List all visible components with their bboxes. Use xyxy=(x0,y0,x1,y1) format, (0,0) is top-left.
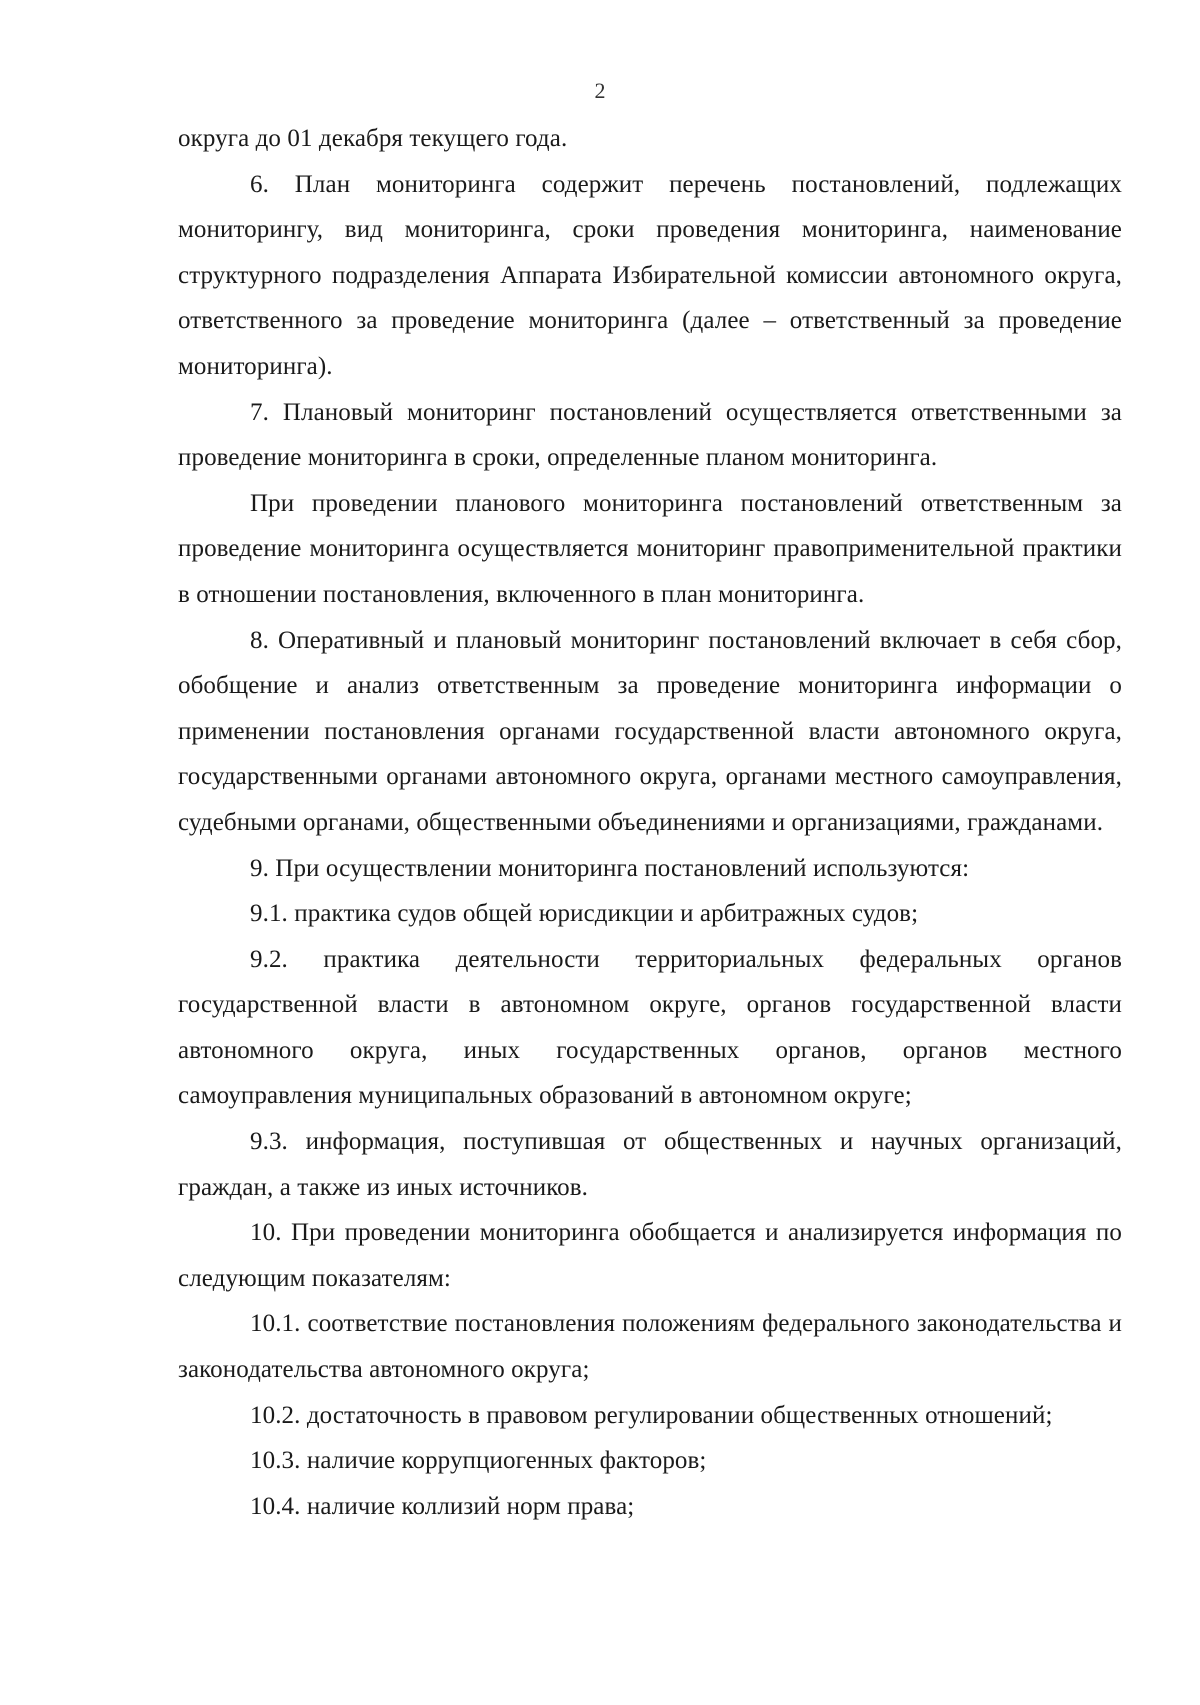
paragraph-10: 10. При проведении мониторинга обобщается и анализируется информация по следующим показателям: xyxy=(178,1219,1122,1292)
paragraph-6: 6. План мониторинга содержит перечень постановлений, подлежащих мониторингу, вид мониторинга, сроки проведения мониторинга, наименование структурного подразделения Аппарата Избирательной комиссии автономного округа, ответственного за проведение мониторинга (далее – ответственный за проведение мониторинга). xyxy=(178,170,1122,380)
paragraph-9: 9. При осуществлении мониторинга постановлений используются: xyxy=(250,854,970,882)
paragraph-10-2: 10.2. достаточность в правовом регулировании общественных отношений; xyxy=(250,1401,1053,1429)
paragraph-7: 7. Плановый мониторинг постановлений осуществляется ответственными за проведение мониторинга в сроки, определенные планом мониторинга. xyxy=(178,398,1122,472)
paragraph-continuation: округа до 01 декабря текущего года. xyxy=(178,125,568,152)
paragraph-7-detail: При проведении планового мониторинга постановлений ответственным за проведение мониторинга осуществляется мониторинг правоприменительной практики в отношении постановления, включенного в план мониторинга. xyxy=(178,489,1122,608)
paragraph-9-2: 9.2. практика деятельности территориальных федеральных органов государственной власти в автономном округе, органов государственной власти автономного округа, иных государственных органов, органов местного самоуправления муниципальных образований в автономном округе; xyxy=(178,945,1122,1110)
paragraph-9-1: 9.1. практика судов общей юрисдикции и арбитражных судов; xyxy=(250,900,919,928)
paragraph-10-1: 10.1. соответствие постановления положениям федерального законодательства и законодательства автономного округа; xyxy=(178,1310,1122,1384)
page-number: 2 xyxy=(594,78,606,103)
document-body xyxy=(178,116,1122,1529)
paragraph-10-3: 10.3. наличие коррупциогенных факторов; xyxy=(250,1447,707,1475)
paragraph-9-3: 9.3. информация, поступившая от общественных и научных организаций, граждан, а также из иных источников. xyxy=(178,1128,1122,1201)
paragraph-10-4: 10.4. наличие коллизий норм права; xyxy=(250,1492,635,1520)
paragraph-8: 8. Оперативный и плановый мониторинг постановлений включает в себя сбор, обобщение и анализ ответственным за проведение мониторинга информации о применении постановления органами государственной власти автономного округа, государственными органами автономного округа, органами местного самоуправления, судебными органами, общественными объединениями и организациями, гражданами. xyxy=(178,626,1122,836)
